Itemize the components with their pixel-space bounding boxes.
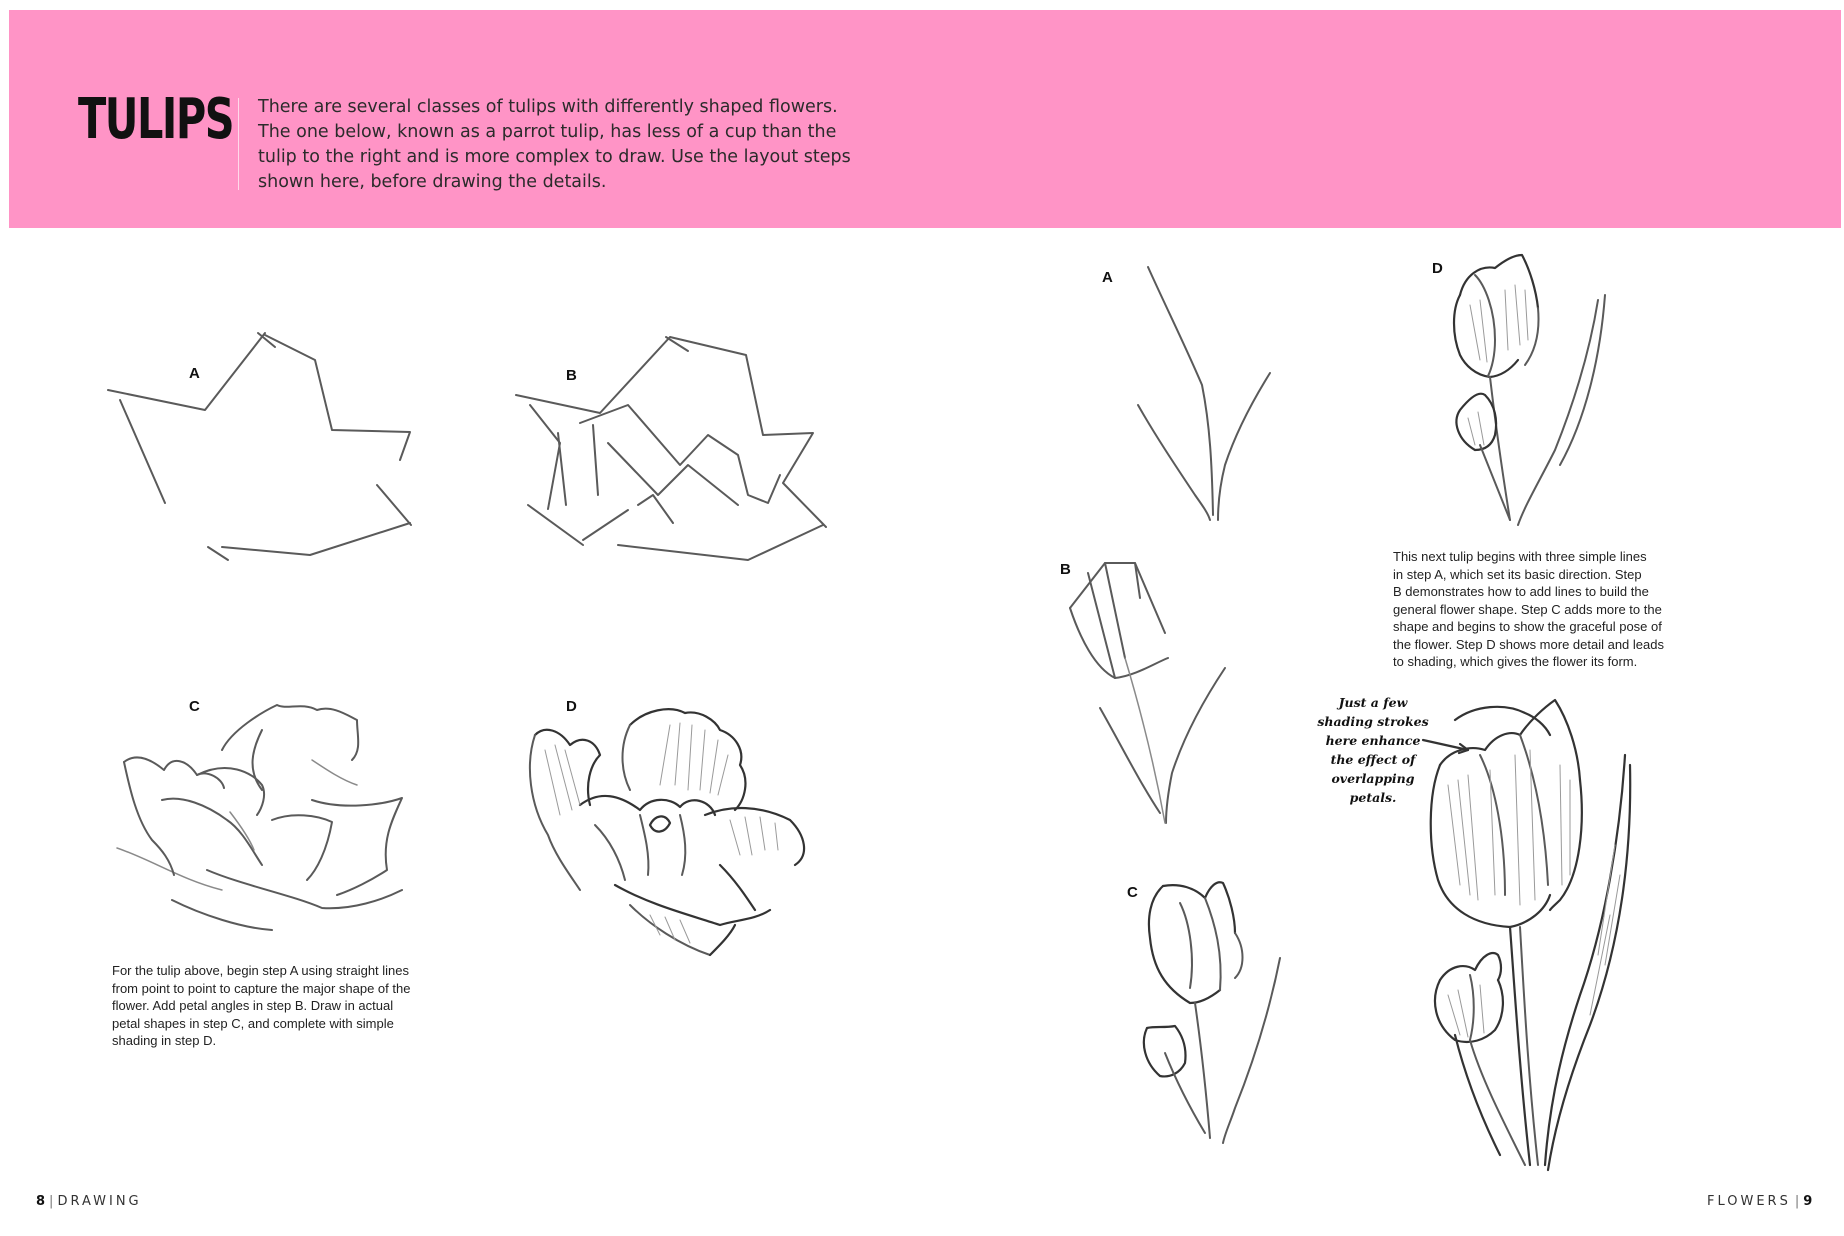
- intro-text: There are several classes of tulips with differently shaped flowers. The one below, known as a parrot tulip, has less of a cup than the tulip to the right and is more complex to draw. Use the layout steps shown here, before drawing the details.: [258, 97, 851, 192]
- right-section-name: FLOWERS: [1707, 1194, 1791, 1209]
- tulip-detail-icon: [1440, 250, 1610, 530]
- left-caption: For the tulip above, begin step A using straight lines from point to point to capture the major shape of the flower. Add petal angles in step B. Draw in actual petal shapes in step C, and complete with simple shading in step D.: [112, 963, 411, 1048]
- left-section-name: DRAWING: [57, 1194, 142, 1209]
- right-step-b-label: B: [1060, 561, 1071, 578]
- right-page-number: 9: [1803, 1194, 1813, 1209]
- title-divider: [238, 98, 239, 190]
- tulip-final-shaded-icon: [1420, 695, 1640, 1180]
- left-folio-separator: |: [49, 1194, 54, 1209]
- parrot-tulip-shaded-icon: [520, 705, 820, 965]
- left-step-c-label: C: [189, 698, 200, 715]
- left-step-b-label: B: [566, 367, 577, 384]
- parrot-tulip-angles-icon: [508, 325, 838, 575]
- tulip-flower-shape-icon: [1060, 558, 1230, 828]
- shading-callout: Just a few shading strokes here enhance the effect of overlapping petals.: [1317, 695, 1429, 805]
- left-page-number: 8: [36, 1194, 46, 1209]
- tulip-pose-icon: [1135, 878, 1285, 1148]
- parrot-tulip-petals-icon: [112, 700, 422, 940]
- left-folio: [36, 1194, 142, 1209]
- right-folio-separator: |: [1794, 1194, 1800, 1209]
- left-step-d-label: D: [566, 698, 577, 715]
- right-step-d-label: D: [1432, 260, 1443, 277]
- page-title: TULIPS: [78, 87, 234, 152]
- right-step-c-label: C: [1127, 884, 1138, 901]
- right-caption: This next tulip begins with three simple lines in step A, which set its basic direction. Step B demonstrates how to add lines to build the general flower shape. Step C adds more to the shape and begins to show the graceful pose of the flower. Step D shows more detail and leads to shading, which gives the flower its form.: [1393, 549, 1664, 669]
- right-step-a-label: A: [1102, 269, 1113, 286]
- left-step-a-label: A: [189, 365, 200, 382]
- right-folio: [1707, 1194, 1812, 1209]
- parrot-tulip-outline-icon: [100, 325, 430, 565]
- tulip-direction-lines-icon: [1130, 265, 1280, 525]
